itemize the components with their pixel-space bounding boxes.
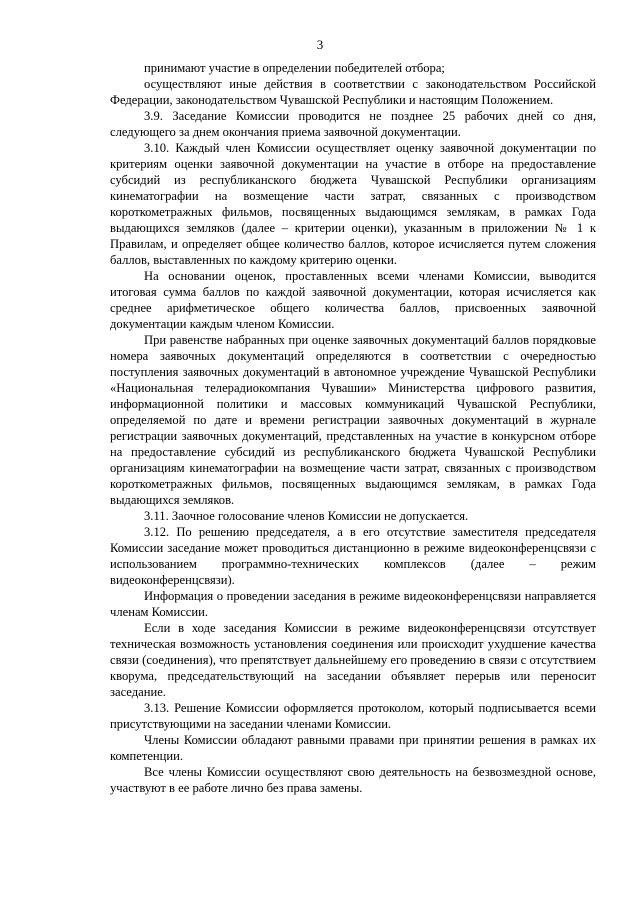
paragraph: Все члены Комиссии осуществляют свою деятельность на безвозмездной основе, участвуют в ее работе лично без права замены. (110, 765, 596, 795)
paragraph: На основании оценок, проставленных всеми членами Комиссии, выводится итоговая сумма баллов по каждой заявочной документации, которая исчисляется как среднее арифметическое общего количества баллов, присвоенных заявочной документации каждым членом Комиссии. (110, 269, 596, 331)
paragraph: 3.10. Каждый член Комиссии осуществляет оценку заявочной документации по критериям оценки заявочной документации на участие в отборе на предоставление субсидий из республиканского бюджета Чувашской Республики организациям кинематографии на возмещение части затрат, связанных с производством короткометражных фильмов, посвященных выдающимся землякам, в рамках Года выдающихся земляков (далее – критерии оценки), указанным в приложении № 1 к Правилам, и определяет общее количество баллов, которое исчисляется путем сложения баллов, выставленных по каждому критерию оценки. (110, 141, 596, 267)
paragraph: При равенстве набранных при оценке заявочных документаций баллов порядковые номера заявочных документаций определяются в соответствии с очередностью поступления заявочных документаций в автономное учреждение Чувашской Республики «Национальная телерадиокомпания Чувашии» Министерства цифрового развития, информационной политики и массовых коммуникаций Чувашской Республики, определяемой по дате и времени регистрации заявочных документаций в журнале регистрации заявочных документаций, представленных на участие в конкурсном отборе на предоставление субсидий из республиканского бюджета Чувашской Республики организациям кинематографии на возмещение части затрат, связанных с производством короткометражных фильмов, посвященных выдающимся землякам, в рамках Года выдающихся земляков. (110, 333, 596, 507)
paragraph: 3.9. Заседание Комиссии проводится не позднее 25 рабочих дней со дня, следующего за днем окончания приема заявочной документации. (110, 109, 596, 139)
paragraph: Если в ходе заседания Комиссии в режиме видеоконференцсвязи отсутствует техническая возможность установления соединения или происходит ухудшение качества связи (соединения), что препятствует дальнейшему его проведению в связи с отсутствием кворума, председательствующий на заседании объявляет перерыв или переносит заседание. (110, 621, 596, 699)
paragraph: осуществляют иные действия в соответствии с законодательством Российской Федерации, законодательством Чувашской Республики и настоящим Положением. (110, 77, 596, 107)
paragraph: 3.13. Решение Комиссии оформляется протоколом, который подписывается всеми присутствующими на заседании членами Комиссии. (110, 701, 596, 731)
paragraph: Члены Комиссии обладают равными правами при принятии решения в рамках их компетенции. (110, 733, 596, 763)
paragraph: 3.12. По решению председателя, а в его отсутствие заместителя председателя Комиссии заседание может проводиться дистанционно в режиме видеоконференцсвязи с использованием программно-технических комплексов (далее – режим видеоконференцсвязи). (110, 525, 596, 587)
paragraph: 3.11. Заочное голосование членов Комиссии не допускается. (144, 509, 469, 523)
page-number: 3 (316, 37, 324, 52)
paragraph: принимают участие в определении победителей отбора; (144, 61, 445, 75)
document-body (110, 60, 596, 796)
paragraph: Информация о проведении заседания в режиме видеоконференцсвязи направляется членам Комиссии. (110, 589, 596, 619)
